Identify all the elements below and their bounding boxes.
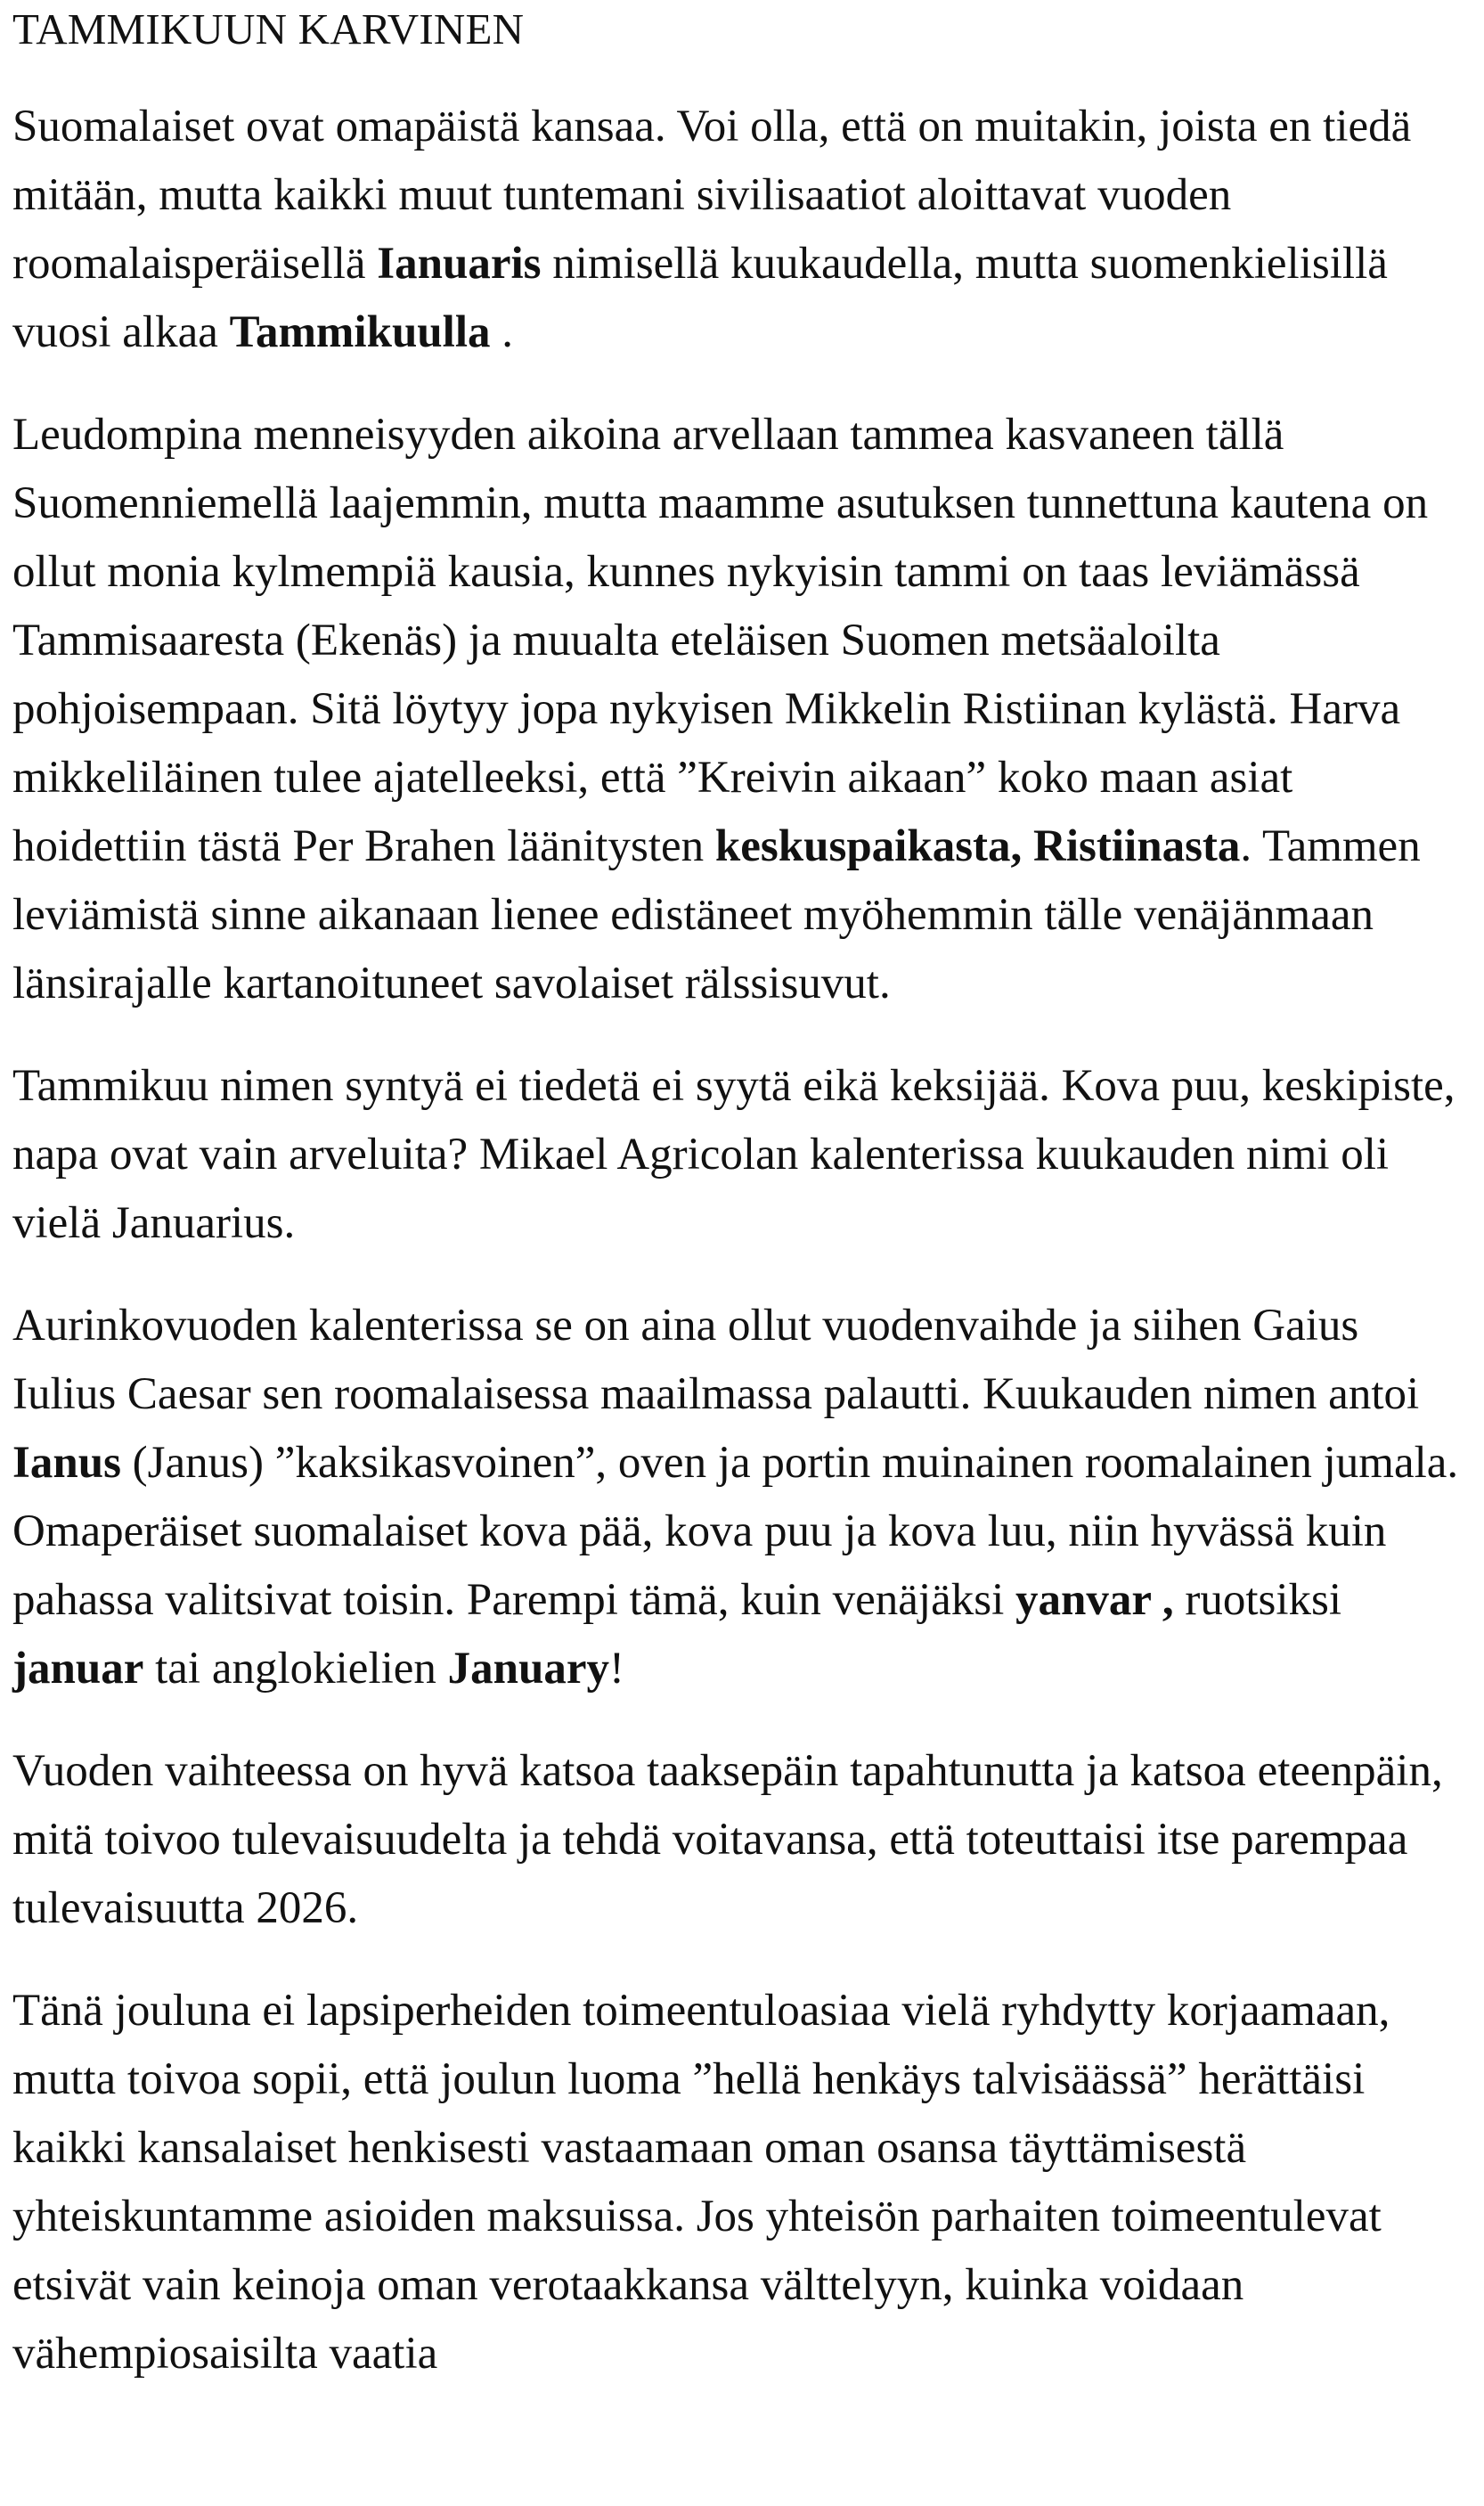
paragraph-1-text-c: nimisellä kuukaudella, mutta suomenkielisillä vuosi alkaa bbox=[12, 239, 1388, 357]
paragraph-4-text-d: ruotsiksi bbox=[1173, 1575, 1342, 1625]
article-title: TAMMIKUUN KARVINEN bbox=[12, 4, 525, 53]
paragraph-5: Vuoden vaihteessa on hyvä katsoa taaksepäin tapahtunutta ja katsoa eteenpäin, mitä toivoo tulevaisuudelta ja tehdä voitavansa, että toteuttaisi itse parempaa tulevaisuutta 2026. bbox=[12, 1746, 1443, 1933]
paragraph-4-text-a: Aurinkovuoden kalenterissa se on aina ollut vuodenvaihde ja siihen Gaius Iulius Caesar sen roomalaisessa maailmassa palautti. Kuukauden nimen antoi bbox=[12, 1301, 1420, 1419]
paragraph-4-text-e: tai anglokielien bbox=[143, 1644, 448, 1694]
paragraph-4-text-f: ! bbox=[609, 1644, 625, 1694]
paragraph-4 bbox=[12, 1292, 1473, 1703]
paragraph-4-bold-januar: januar bbox=[12, 1644, 144, 1694]
paragraph-3: Tammikuu nimen syntyä ei tiedetä ei syytä eikä keksijää. Kova puu, keskipiste, napa ovat vain arveluita? Mikael Agricolan kalenterissa kuukauden nimi oli vielä Januarius. bbox=[12, 1061, 1455, 1248]
paragraph-1-text-a: Suomalaiset ovat omapäistä kansaa. Voi olla, että on muitakin, joista en tiedä mitään, mutta kaikki muut tuntemani sivilisaatiot aloittavat vuoden roomalaisperäisellä bbox=[12, 102, 1412, 289]
paragraph-6: Tänä jouluna ei lapsiperheiden toimeentuloasiaa vielä ryhdytty korjaamaan, mutta toivoa sopii, että joulun luoma ”hellä henkäys talvisäässä” herättäisi kaikki kansalaiset henkisesti vastaamaan oman osansa täyttämisestä yhteiskuntamme asioiden maksuissa. Jos yhteisön parhaiten toimeentulevat etsivät vain keinoja oman verotaakkansa välttelyyn, kuinka voidaan vähempiosaisilta vaatia bbox=[12, 1986, 1390, 2379]
paragraph-4-text-c: (Janus) ”kaksikasvoinen”, oven ja portin muinainen roomalainen jumala. Omaperäiset suomalaiset kova pää, kova puu ja kova luu, niin hyvässä kuin pahassa valitsivat toisin. Parempi tämä, kuin venäjäksi bbox=[12, 1438, 1459, 1625]
paragraph-1-text-d: . bbox=[490, 307, 514, 357]
paragraph-4-bold-yanvar: yanvar , bbox=[1015, 1575, 1174, 1625]
paragraph-1-bold-tammikuulla: Tammikuulla bbox=[229, 307, 491, 357]
paragraph-2-text-c: . Tammen leviämistä sinne aikanaan lienee edistäneet myöhemmin tälle venäjänmaan länsirajalle kartanoituneet savolaiset rälssisuvut. bbox=[12, 821, 1421, 1008]
paragraph-4-bold-ianus: Ianus bbox=[12, 1438, 121, 1488]
paragraph-2 bbox=[12, 401, 1473, 1018]
paragraph-1-bold-ianuaris: Ianuaris bbox=[377, 239, 542, 289]
paragraph-4-bold-january: January bbox=[447, 1644, 610, 1694]
paragraph-1 bbox=[12, 93, 1473, 367]
paragraph-2-text-a: Leudompina menneisyyden aikoina arvellaan tammea kasvaneen tällä Suomenniemellä laajemmin, mutta maamme asutuksen tunnettuna kautena on ollut monia kylmempiä kausia, kunnes nykyisin tammi on taas leviämässä Tammisaaresta (Ekenäs) ja muualta eteläisen Suomen metsäaloilta pohjoisempaan. Sitä löytyy jopa nykyisen Mikkelin Ristiinan kylästä. Harva mikkeliläinen tulee ajatelleeksi, että ”Kreivin aikaan” koko maan asiat hoidettiin tästä Per Brahen läänitysten bbox=[12, 410, 1429, 871]
paragraph-2-bold-keskuspaikasta: keskuspaikasta, Ristiinasta bbox=[714, 821, 1241, 871]
